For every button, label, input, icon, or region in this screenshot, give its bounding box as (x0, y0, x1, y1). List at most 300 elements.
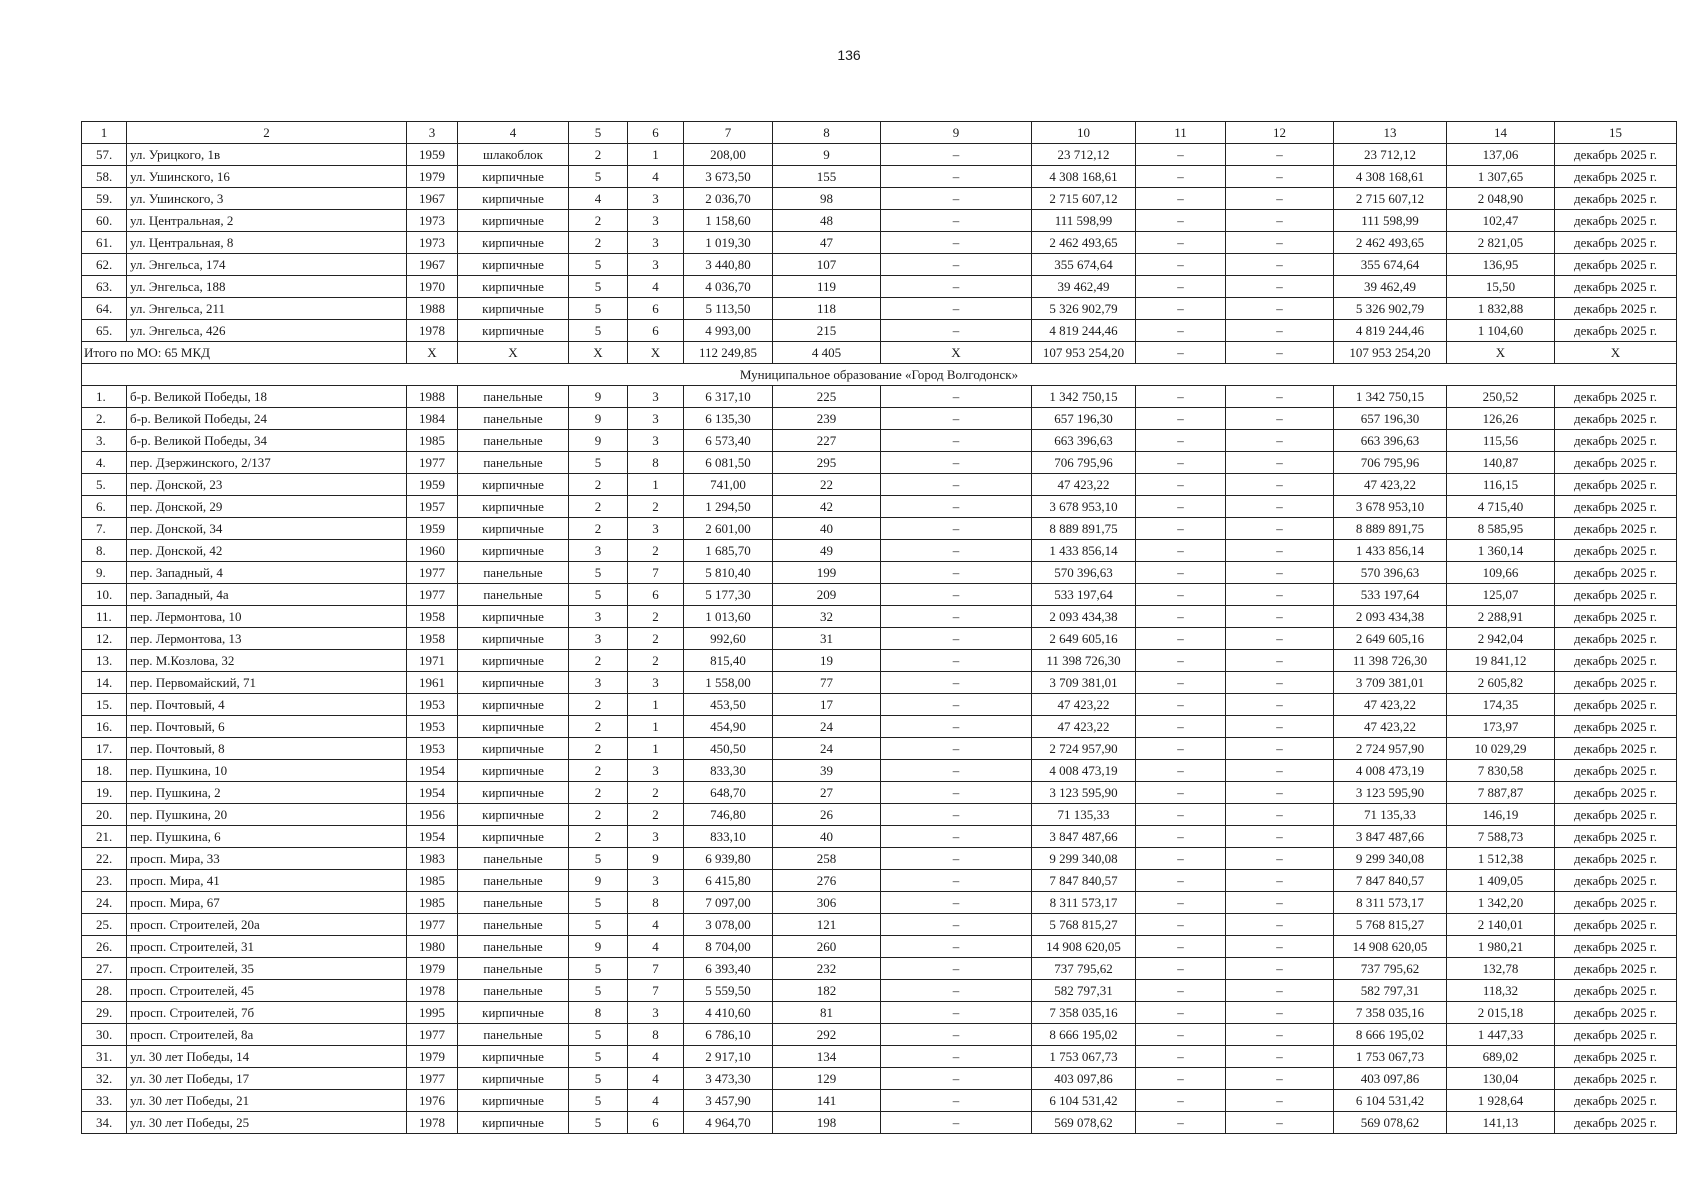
table-cell: ул. Энгельса, 174 (127, 254, 407, 276)
table-row (82, 188, 1677, 210)
table-cell: 111 598,99 (1334, 210, 1447, 232)
table-cell: 130,04 (1447, 1068, 1555, 1090)
table-cell: просп. Строителей, 7б (127, 1002, 407, 1024)
table-cell: 4 819 244,46 (1032, 320, 1136, 342)
table-cell: ул. Энгельса, 426 (127, 320, 407, 342)
table-cell: 5 (569, 166, 628, 188)
table-cell: 64. (82, 298, 127, 320)
table-cell: просп. Строителей, 8а (127, 1024, 407, 1046)
table-cell: 306 (773, 892, 881, 914)
table-cell: 7. (82, 518, 127, 540)
table-cell: 174,35 (1447, 694, 1555, 716)
total-cell: X (1555, 342, 1677, 364)
table-row (82, 826, 1677, 848)
table-cell: 2 (569, 782, 628, 804)
table-cell: – (1226, 848, 1334, 870)
table-cell: пер. Донской, 29 (127, 496, 407, 518)
table-cell: 5 (569, 1068, 628, 1090)
total-cell: X (881, 342, 1032, 364)
table-cell: 146,19 (1447, 804, 1555, 826)
table-cell: 5 113,50 (684, 298, 773, 320)
table-cell: пер. Почтовый, 4 (127, 694, 407, 716)
table-cell: 6 786,10 (684, 1024, 773, 1046)
table-cell: 1959 (407, 144, 458, 166)
table-row (82, 606, 1677, 628)
table-cell: – (881, 474, 1032, 496)
table-cell: – (881, 298, 1032, 320)
table-cell: 39 462,49 (1334, 276, 1447, 298)
total-cell: 107 953 254,20 (1334, 342, 1447, 364)
table-cell: – (881, 518, 1032, 540)
table-cell: декабрь 2025 г. (1555, 606, 1677, 628)
table-cell: – (1136, 254, 1226, 276)
table-row (82, 474, 1677, 496)
table-row (82, 980, 1677, 1002)
table-cell: 18. (82, 760, 127, 782)
table-cell: 49 (773, 540, 881, 562)
table-cell: 706 795,96 (1334, 452, 1447, 474)
total-cell: – (1226, 342, 1334, 364)
table-cell: – (881, 738, 1032, 760)
table-cell: 6 (628, 320, 684, 342)
table-cell: 1973 (407, 232, 458, 254)
table-cell: ул. Центральная, 2 (127, 210, 407, 232)
table-cell: 2 (569, 694, 628, 716)
table-cell: 11. (82, 606, 127, 628)
table-cell: 26. (82, 936, 127, 958)
table-cell: 737 795,62 (1032, 958, 1136, 980)
table-cell: кирпичные (458, 716, 569, 738)
table-cell: 8 (569, 1002, 628, 1024)
table-cell: 227 (773, 430, 881, 452)
table-cell: 3 (628, 188, 684, 210)
total-cell: X (407, 342, 458, 364)
table-row (82, 584, 1677, 606)
table-cell: 2 601,00 (684, 518, 773, 540)
table-cell: 125,07 (1447, 584, 1555, 606)
table-cell: 47 423,22 (1334, 474, 1447, 496)
table-row (82, 1024, 1677, 1046)
table-cell: 6 081,50 (684, 452, 773, 474)
table-cell: – (881, 540, 1032, 562)
table-cell: – (1226, 606, 1334, 628)
table-cell: кирпичные (458, 804, 569, 826)
table-cell: кирпичные (458, 496, 569, 518)
table-cell: – (881, 958, 1032, 980)
table-cell: декабрь 2025 г. (1555, 540, 1677, 562)
table-cell: панельные (458, 584, 569, 606)
table-cell: – (1136, 914, 1226, 936)
table-cell: 815,40 (684, 650, 773, 672)
table-row (82, 210, 1677, 232)
table-row (82, 386, 1677, 408)
table-cell: – (1226, 210, 1334, 232)
table-cell: 3 440,80 (684, 254, 773, 276)
table-cell: 1 (628, 694, 684, 716)
table-cell: 62. (82, 254, 127, 276)
table-cell: 22 (773, 474, 881, 496)
total-cell: 112 249,85 (684, 342, 773, 364)
table-cell: кирпичные (458, 166, 569, 188)
table-cell: 1977 (407, 1024, 458, 1046)
table-cell: – (1136, 782, 1226, 804)
table-cell: – (1226, 826, 1334, 848)
table-cell: – (881, 1112, 1032, 1134)
table-cell: – (1226, 584, 1334, 606)
table-cell: 118,32 (1447, 980, 1555, 1002)
table-row (82, 144, 1677, 166)
table-row (82, 936, 1677, 958)
table-cell: 24 (773, 716, 881, 738)
table-cell: 4 (628, 276, 684, 298)
table-cell: 1 928,64 (1447, 1090, 1555, 1112)
table-cell: 2 (569, 144, 628, 166)
table-cell: просп. Строителей, 20а (127, 914, 407, 936)
table-cell: 7 358 035,16 (1334, 1002, 1447, 1024)
table-cell: 25. (82, 914, 127, 936)
table-cell: 30. (82, 1024, 127, 1046)
table-cell: 71 135,33 (1032, 804, 1136, 826)
table-cell: декабрь 2025 г. (1555, 144, 1677, 166)
table-cell: – (881, 892, 1032, 914)
table-cell: 141,13 (1447, 1112, 1555, 1134)
table-row (82, 738, 1677, 760)
table-cell: – (1226, 980, 1334, 1002)
table-cell: 17 (773, 694, 881, 716)
table-cell: 140,87 (1447, 452, 1555, 474)
table-cell: – (1226, 408, 1334, 430)
table-cell: 1977 (407, 562, 458, 584)
column-header: 15 (1555, 122, 1677, 144)
table-cell: декабрь 2025 г. (1555, 430, 1677, 452)
table-cell: 7 847 840,57 (1032, 870, 1136, 892)
table-cell: 582 797,31 (1032, 980, 1136, 1002)
table-cell: 2 288,91 (1447, 606, 1555, 628)
table-cell: 81 (773, 1002, 881, 1024)
table-cell: 295 (773, 452, 881, 474)
table-cell: – (1226, 650, 1334, 672)
table-cell: кирпичные (458, 188, 569, 210)
table-cell: 2 (628, 540, 684, 562)
table-cell: – (1226, 540, 1334, 562)
table-cell: – (1136, 562, 1226, 584)
table-cell: 663 396,63 (1032, 430, 1136, 452)
table-cell: 10. (82, 584, 127, 606)
table-row (82, 1090, 1677, 1112)
table-cell: 27. (82, 958, 127, 980)
column-header: 13 (1334, 122, 1447, 144)
table-cell: – (881, 584, 1032, 606)
table-cell: 833,10 (684, 826, 773, 848)
table-cell: 2 (569, 716, 628, 738)
total-cell: X (569, 342, 628, 364)
table-cell: – (1136, 1090, 1226, 1112)
table-cell: 2 (628, 628, 684, 650)
table-cell: – (881, 562, 1032, 584)
table-cell: 47 423,22 (1032, 716, 1136, 738)
table-cell: 1985 (407, 870, 458, 892)
table-cell: панельные (458, 848, 569, 870)
table-cell: 9 (569, 936, 628, 958)
table-cell: 115,56 (1447, 430, 1555, 452)
table-cell: 34. (82, 1112, 127, 1134)
table-cell: – (881, 980, 1032, 1002)
table-cell: 1977 (407, 584, 458, 606)
table-cell: декабрь 2025 г. (1555, 716, 1677, 738)
table-cell: кирпичные (458, 1002, 569, 1024)
table-cell: пер. Почтовый, 8 (127, 738, 407, 760)
table-cell: кирпичные (458, 606, 569, 628)
table-cell: – (1226, 562, 1334, 584)
table-cell: – (1136, 540, 1226, 562)
table-cell: кирпичные (458, 694, 569, 716)
table-cell: 19 (773, 650, 881, 672)
table-cell: 24. (82, 892, 127, 914)
table-cell: – (881, 606, 1032, 628)
table-cell: – (881, 496, 1032, 518)
table-cell: – (1136, 958, 1226, 980)
table-cell: – (1136, 1112, 1226, 1134)
table-cell: 9 (569, 408, 628, 430)
table-cell: 6 573,40 (684, 430, 773, 452)
table-cell: 11 398 726,30 (1032, 650, 1136, 672)
total-cell: X (628, 342, 684, 364)
table-row (82, 452, 1677, 474)
table-cell: 8 889 891,75 (1334, 518, 1447, 540)
table-cell: 31. (82, 1046, 127, 1068)
table-row (82, 760, 1677, 782)
table-cell: декабрь 2025 г. (1555, 562, 1677, 584)
table-cell: 355 674,64 (1334, 254, 1447, 276)
table-cell: б-р. Великой Победы, 18 (127, 386, 407, 408)
table-header-row (82, 122, 1677, 144)
table-cell: 3 (628, 254, 684, 276)
total-label: Итого по МО: 65 МКД (82, 342, 407, 364)
table-cell: 2 (569, 650, 628, 672)
table-cell: 8 585,95 (1447, 518, 1555, 540)
table-cell: 4 (628, 1046, 684, 1068)
table-row (82, 562, 1677, 584)
table-cell: – (1226, 892, 1334, 914)
table-cell: – (1136, 936, 1226, 958)
table-cell: 48 (773, 210, 881, 232)
table-cell: 7 097,00 (684, 892, 773, 914)
table-cell: декабрь 2025 г. (1555, 1046, 1677, 1068)
table-cell: 1984 (407, 408, 458, 430)
table-cell: кирпичные (458, 232, 569, 254)
table-cell: 3 678 953,10 (1032, 496, 1136, 518)
table-cell: 119 (773, 276, 881, 298)
table-cell: декабрь 2025 г. (1555, 518, 1677, 540)
total-cell: X (458, 342, 569, 364)
table-cell: – (1226, 254, 1334, 276)
table-cell: 71 135,33 (1334, 804, 1447, 826)
table-cell: – (1136, 1002, 1226, 1024)
table-cell: 1958 (407, 606, 458, 628)
table-row (82, 694, 1677, 716)
table-row (82, 166, 1677, 188)
table-cell: пер. Пушкина, 2 (127, 782, 407, 804)
table-cell: 1 753 067,73 (1334, 1046, 1447, 1068)
table-cell: ул. 30 лет Победы, 14 (127, 1046, 407, 1068)
table-cell: 3 847 487,66 (1334, 826, 1447, 848)
table-cell: панельные (458, 386, 569, 408)
table-cell: 5 768 815,27 (1334, 914, 1447, 936)
table-cell: просп. Мира, 41 (127, 870, 407, 892)
table-cell: декабрь 2025 г. (1555, 760, 1677, 782)
table-cell: 2 (569, 496, 628, 518)
table-cell: 570 396,63 (1334, 562, 1447, 584)
table-cell: 250,52 (1447, 386, 1555, 408)
table-cell: 1958 (407, 628, 458, 650)
table-cell: 126,26 (1447, 408, 1555, 430)
table-cell: – (1226, 496, 1334, 518)
table-cell: 2 649 605,16 (1334, 628, 1447, 650)
table-cell: панельные (458, 562, 569, 584)
table-cell: 1954 (407, 760, 458, 782)
table-cell: 657 196,30 (1334, 408, 1447, 430)
table-cell: 129 (773, 1068, 881, 1090)
table-cell: 4 (569, 188, 628, 210)
table-cell: 4 715,40 (1447, 496, 1555, 518)
total-row (82, 342, 1677, 364)
table-cell: просп. Строителей, 31 (127, 936, 407, 958)
table-cell: – (1226, 738, 1334, 760)
table-cell: 9 (569, 870, 628, 892)
table-cell: 4 (628, 914, 684, 936)
table-cell: 39 (773, 760, 881, 782)
table-cell: 1988 (407, 298, 458, 320)
table-cell: 136,95 (1447, 254, 1555, 276)
table-cell: 29. (82, 1002, 127, 1024)
table-cell: 5 (569, 848, 628, 870)
table-cell: декабрь 2025 г. (1555, 782, 1677, 804)
table-cell: декабрь 2025 г. (1555, 276, 1677, 298)
table-cell: 2 (628, 496, 684, 518)
table-cell: 2 605,82 (1447, 672, 1555, 694)
table-cell: 14. (82, 672, 127, 694)
table-cell: 5 (569, 562, 628, 584)
table-cell: декабрь 2025 г. (1555, 232, 1677, 254)
table-cell: – (881, 848, 1032, 870)
table-cell: – (1136, 386, 1226, 408)
table-cell: – (1136, 1068, 1226, 1090)
table-cell: 5 (569, 584, 628, 606)
table-cell: 706 795,96 (1032, 452, 1136, 474)
table-cell: 657 196,30 (1032, 408, 1136, 430)
table-cell: 1977 (407, 914, 458, 936)
table-cell: – (1136, 452, 1226, 474)
table-cell: 648,70 (684, 782, 773, 804)
table-cell: 7 (628, 562, 684, 584)
table-cell: кирпичные (458, 320, 569, 342)
table-row (82, 892, 1677, 914)
table-cell: – (881, 386, 1032, 408)
table-cell: 11 398 726,30 (1334, 650, 1447, 672)
table-cell: – (881, 694, 1032, 716)
total-cell: – (1136, 342, 1226, 364)
table-cell: кирпичные (458, 650, 569, 672)
table-cell: 24 (773, 738, 881, 760)
table-cell: – (1226, 782, 1334, 804)
table-cell: кирпичные (458, 540, 569, 562)
table-cell: 2 (569, 826, 628, 848)
table-row (82, 804, 1677, 826)
table-cell: 355 674,64 (1032, 254, 1136, 276)
table-cell: 3 (628, 760, 684, 782)
table-cell: 3 (569, 672, 628, 694)
table-cell: – (881, 782, 1032, 804)
table-cell: 8 311 573,17 (1032, 892, 1136, 914)
table-cell: 8 311 573,17 (1334, 892, 1447, 914)
table-cell: 5 326 902,79 (1334, 298, 1447, 320)
column-header: 8 (773, 122, 881, 144)
table-cell: 1985 (407, 430, 458, 452)
table-cell: декабрь 2025 г. (1555, 408, 1677, 430)
table-cell: декабрь 2025 г. (1555, 980, 1677, 1002)
total-cell: 107 953 254,20 (1032, 342, 1136, 364)
table-cell: 2 (628, 650, 684, 672)
table-cell: кирпичные (458, 628, 569, 650)
table-cell: 6 104 531,42 (1032, 1090, 1136, 1112)
table-row (82, 782, 1677, 804)
table-cell: пер. Донской, 23 (127, 474, 407, 496)
table-cell: ул. 30 лет Победы, 21 (127, 1090, 407, 1112)
table-cell: пер. Донской, 42 (127, 540, 407, 562)
table-cell: 23. (82, 870, 127, 892)
table-cell: 2 093 434,38 (1334, 606, 1447, 628)
table-cell: 2 (569, 804, 628, 826)
table-cell: 5 (569, 980, 628, 1002)
table-cell: – (1136, 166, 1226, 188)
table-cell: 5 (569, 298, 628, 320)
section-title: Муниципальное образование «Город Волгодонск» (82, 364, 1677, 386)
table-cell: 3 (628, 408, 684, 430)
table-cell: пер. Донской, 34 (127, 518, 407, 540)
section-row (82, 364, 1677, 386)
table-cell: панельные (458, 1024, 569, 1046)
table-cell: 1953 (407, 716, 458, 738)
table-row (82, 276, 1677, 298)
table-cell: пер. Почтовый, 6 (127, 716, 407, 738)
table-cell: 746,80 (684, 804, 773, 826)
table-cell: декабрь 2025 г. (1555, 496, 1677, 518)
table-cell: 2 (628, 782, 684, 804)
table-cell: декабрь 2025 г. (1555, 1002, 1677, 1024)
table-cell: – (1226, 320, 1334, 342)
table-cell: декабрь 2025 г. (1555, 474, 1677, 496)
table-cell: 3 (569, 606, 628, 628)
table-cell: 9. (82, 562, 127, 584)
table-cell: 118 (773, 298, 881, 320)
table-cell: 215 (773, 320, 881, 342)
table-cell: 8 889 891,75 (1032, 518, 1136, 540)
table-cell: 19. (82, 782, 127, 804)
table-cell: 4 819 244,46 (1334, 320, 1447, 342)
table-cell: 232 (773, 958, 881, 980)
table-cell: декабрь 2025 г. (1555, 1068, 1677, 1090)
table-cell: 1980 (407, 936, 458, 958)
table-cell: – (1136, 892, 1226, 914)
table-cell: – (1136, 210, 1226, 232)
table-cell: 1971 (407, 650, 458, 672)
table-cell: 137,06 (1447, 144, 1555, 166)
table-cell: 4 308 168,61 (1032, 166, 1136, 188)
table-cell: 1 013,60 (684, 606, 773, 628)
table-cell: – (1226, 188, 1334, 210)
table-cell: панельные (458, 936, 569, 958)
table-cell: панельные (458, 914, 569, 936)
